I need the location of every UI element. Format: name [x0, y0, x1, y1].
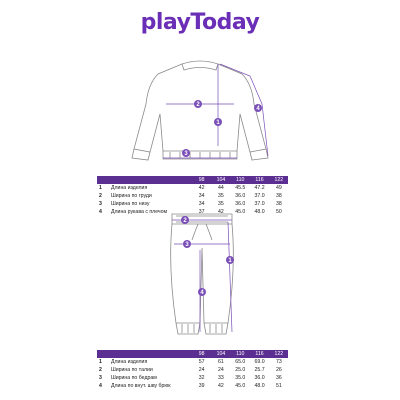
- table-row: 3 Ширина по бедрам 32 33 35.0 36.0 36: [99, 375, 282, 381]
- size-header: 104: [211, 176, 230, 184]
- marker-1: [214, 118, 222, 126]
- table-row: 4 Длина по внут. шву брюк 39 42 45.0 48.0 51: [99, 383, 282, 389]
- marker-4: [198, 288, 206, 296]
- pants-size-table: [97, 350, 288, 390]
- svg-text:2: 2: [183, 218, 187, 224]
- svg-text:2: 2: [196, 102, 200, 108]
- marker-2: [194, 100, 202, 108]
- size-header: 116: [250, 350, 269, 358]
- svg-text:3: 3: [185, 242, 189, 248]
- size-header: 104: [211, 350, 230, 358]
- brand-logo: playToday: [140, 10, 260, 35]
- size-header: 122: [269, 176, 288, 184]
- sweatshirt-sketch: [0, 54, 400, 164]
- marker-3: [182, 149, 190, 157]
- table-row: 4 Длина рукава с плечом 37 42 45.0 48.0 50: [99, 209, 282, 215]
- marker-3: [183, 240, 191, 248]
- svg-text:4: 4: [256, 106, 260, 112]
- svg-text:1: 1: [228, 258, 232, 264]
- table-row: 2 Ширина по талии 24 24 25.0 25.7 26: [99, 367, 282, 373]
- svg-text:3: 3: [184, 151, 188, 157]
- marker-2: [181, 216, 189, 224]
- size-header: 98: [192, 176, 211, 184]
- table-row: 2 Ширина по груди 34 35 36.0 37.0 38: [99, 193, 282, 199]
- pants-sketch: [0, 208, 400, 346]
- table-row: 1 Длина изделия 57 61 65.0 69.0 73: [99, 359, 282, 365]
- table-row: 1 Длина изделия 42 44 45.5 47.2 49: [99, 185, 282, 191]
- svg-text:4: 4: [200, 290, 204, 296]
- size-header: 116: [250, 176, 269, 184]
- svg-text:1: 1: [216, 120, 220, 126]
- marker-1: [226, 256, 234, 264]
- size-header: 98: [192, 350, 211, 358]
- size-header: 110: [231, 176, 250, 184]
- size-header: 110: [231, 350, 250, 358]
- marker-4: [254, 104, 262, 112]
- table-row: 3 Ширина по низу 34 35 36.0 37.0 38: [99, 201, 282, 207]
- size-header: 122: [269, 350, 288, 358]
